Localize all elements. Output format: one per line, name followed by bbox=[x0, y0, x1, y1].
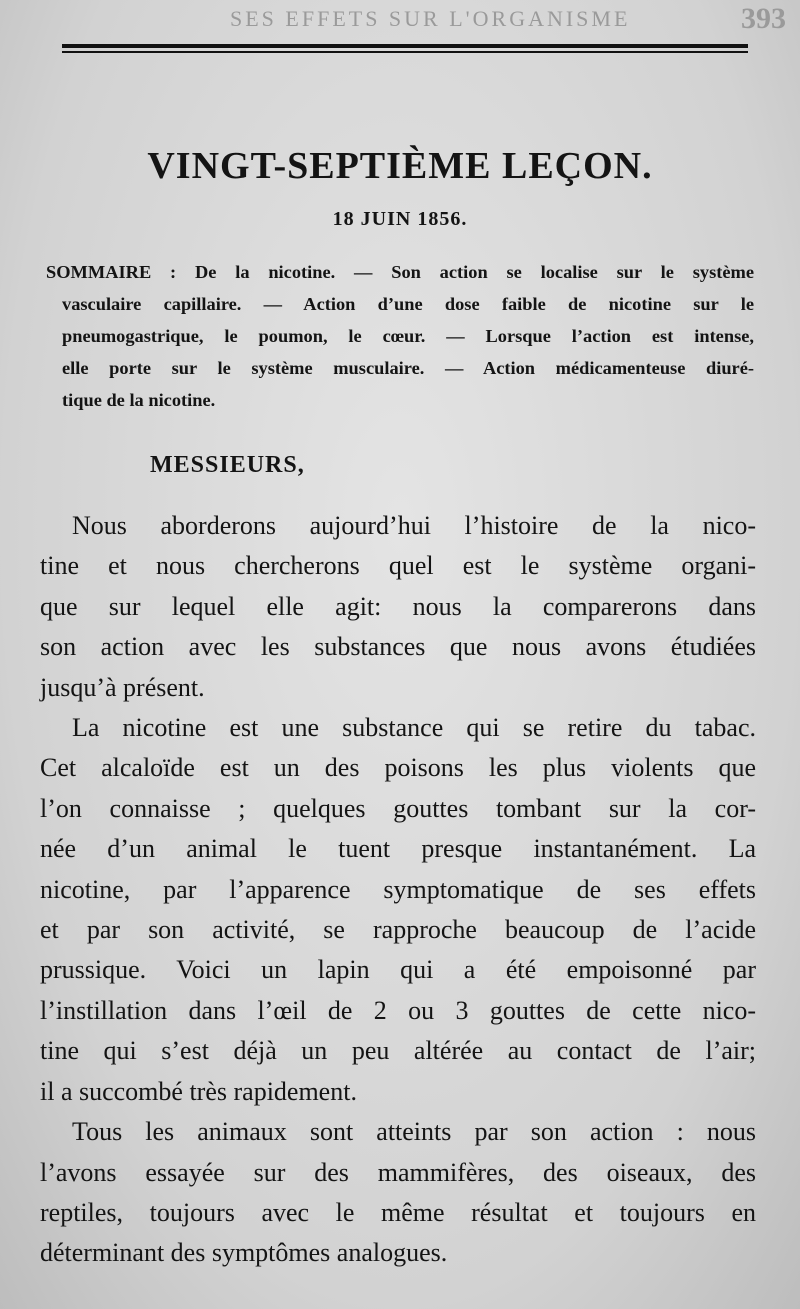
lesson-heading: VINGT-SEPTIÈME LEÇON. bbox=[147, 145, 653, 187]
running-head-title: SES EFFETS SUR L'ORGANISME bbox=[230, 6, 631, 31]
text-line: l’instillation dans l’œil de 2 ou 3 gouttes de cette nico- bbox=[40, 995, 756, 1025]
text-line: tine et nous chercherons quel est le système organi- bbox=[40, 551, 756, 581]
text-line: Nous aborderons aujourd’hui l’histoire de la nico- bbox=[72, 511, 756, 540]
text-line: née d’un animal le tuent presque instantanément. La bbox=[40, 834, 756, 864]
text-line: Cet alcaloïde est un des poisons les plus violents que bbox=[40, 753, 756, 783]
summary-line: vasculaire capillaire. — Action d’une dose faible de nicotine sur le bbox=[62, 294, 754, 314]
text-line: que sur lequel elle agit: nous la comparerons dans bbox=[40, 591, 756, 621]
text-line: Tous les animaux sont atteints par son action : nous bbox=[72, 1117, 756, 1147]
summary-line: pneumogastrique, le poumon, le cœur. — Lorsque l’action est intense, bbox=[62, 326, 754, 346]
summary-block bbox=[46, 256, 754, 416]
summary-line: elle porte sur le système musculaire. — Action médicamenteuse diuré- bbox=[62, 358, 754, 378]
summary-line: tique de la nicotine. bbox=[62, 390, 216, 410]
text-line: son action avec les substances que nous avons étudiées bbox=[40, 632, 756, 662]
text-line: reptiles, toujours avec le même résultat et toujours en bbox=[40, 1197, 756, 1227]
text-line: jusqu’à présent. bbox=[40, 672, 205, 702]
text-line: l’on connaisse ; quelques gouttes tombant sur la cor- bbox=[40, 793, 756, 823]
text-line: La nicotine est une substance qui se retire du tabac. bbox=[72, 713, 756, 743]
text-line: l’avons essayée sur des mammifères, des oiseaux, des bbox=[40, 1157, 756, 1187]
lesson-date: 18 JUIN 1856. bbox=[332, 208, 468, 230]
text-line: il a succombé très rapidement. bbox=[40, 1076, 357, 1106]
summary-line: SOMMAIRE : De la nicotine. — Son action se localise sur le système bbox=[46, 262, 754, 282]
text-line: tine qui s’est déjà un peu altérée au contact de l’air; bbox=[40, 1036, 756, 1066]
double-rule-divider bbox=[62, 44, 748, 53]
text-line: nicotine, par l’apparence symptomatique de ses effets bbox=[40, 874, 756, 904]
text-line: et par son activité, se rapproche beaucoup de l’acide bbox=[40, 915, 756, 945]
text-line: déterminant des symptômes analogues. bbox=[40, 1238, 448, 1268]
text-line: prussique. Voici un lapin qui a été empoisonné par bbox=[40, 955, 756, 985]
running-head bbox=[0, 0, 800, 36]
salutation: MESSIEURS, bbox=[150, 452, 305, 478]
body-text bbox=[40, 506, 756, 1274]
page-number: 393 bbox=[741, 2, 786, 35]
